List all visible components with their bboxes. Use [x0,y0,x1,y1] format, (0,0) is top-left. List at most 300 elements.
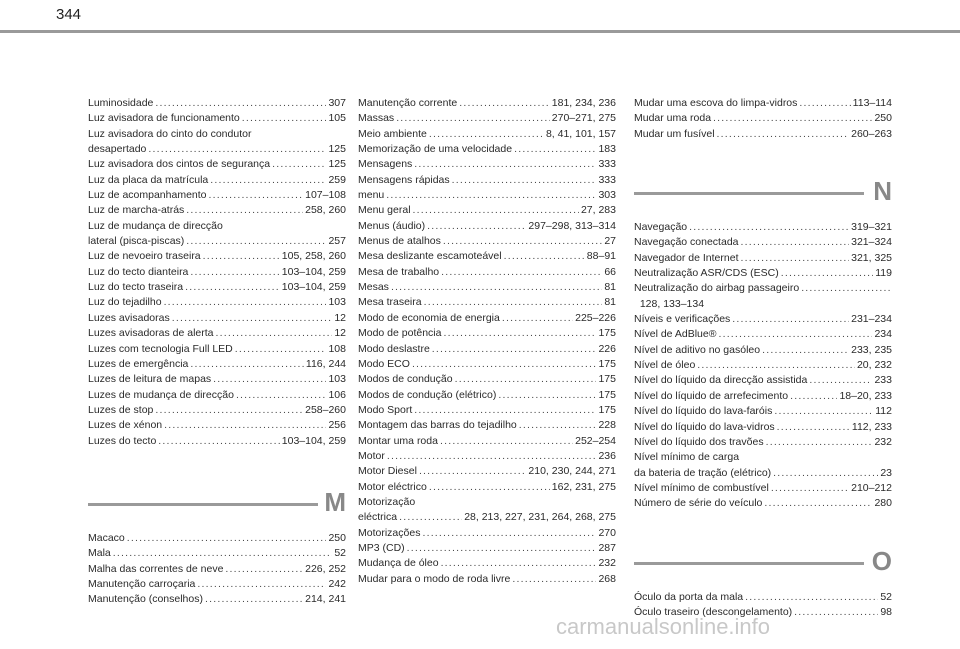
entry-pages[interactable]: 233, 235 [851,343,892,356]
leader-dots [422,526,596,541]
entry-term: Nível do líquido de arrefecimento [634,389,789,402]
index-entry[interactable] [358,357,616,372]
entry-pages[interactable]: 27 [604,235,616,248]
index-entry[interactable] [634,96,892,111]
entry-pages[interactable]: 236 [598,449,616,462]
index-entry[interactable] [358,111,616,126]
entry-pages[interactable]: 256 [328,419,346,432]
leader-dots [412,357,597,372]
entry-term: Luz de nevoeiro traseira [88,250,201,263]
leader-dots [172,311,333,326]
entry-pages[interactable]: 183 [598,143,616,156]
entry-term: Nível do líquido do lava-vidros [634,420,775,433]
entry-pages[interactable]: 258, 260 [305,204,346,217]
entry-text-line: Nível mínimo de carga [634,451,740,464]
entry-text-line: Motorização [358,495,416,508]
entry-pages[interactable]: 23 [880,466,892,479]
entry-pages[interactable]: 257 [328,235,346,248]
index-entry[interactable] [634,235,892,250]
index-entry[interactable] [88,326,346,341]
entry-pages[interactable]: 175 [598,388,616,401]
index-entry[interactable] [358,388,616,403]
leader-dots [213,372,326,387]
entry-term: Mesa de trabalho [358,265,440,278]
index-entry[interactable] [634,111,892,126]
index-entry[interactable] [358,403,616,418]
entry-pages[interactable]: 321–324 [851,236,892,249]
index-column-1 [88,96,346,608]
entry-pages[interactable]: 125 [328,158,346,171]
entry-pages[interactable]: 88–91 [586,250,616,263]
index-entry[interactable] [88,280,346,295]
leader-dots [745,590,878,605]
leader-dots [387,449,597,464]
section-header [634,545,892,580]
entry-pages[interactable]: 112, 233 [851,420,892,433]
entry-text-line: Luz avisadora do cinto do condutor [88,127,252,140]
entry-pages[interactable]: 333 [598,158,616,171]
leader-dots [697,358,855,373]
entry-pages[interactable]: 250 [874,112,892,125]
entry-term: Navegação conectada [634,236,739,249]
index-entry[interactable] [358,526,616,541]
index-entry[interactable] [88,188,346,203]
leader-dots [429,480,550,495]
index-entry[interactable] [88,157,346,172]
index-entry[interactable] [88,203,346,218]
entry-pages[interactable]: 119 [875,267,892,280]
section-letter: M [324,486,346,517]
index-entry[interactable] [358,480,616,495]
index-entry[interactable] [358,495,616,526]
leader-dots [741,235,850,250]
entry-term: Mudar uma escova do limpa-vidros [634,97,798,109]
entry-term: Motor [358,449,385,462]
index-entry[interactable] [88,249,346,264]
entry-pages[interactable]: 103–104, 259 [281,265,346,278]
entry-term: menu [358,189,385,202]
entry-term: Luzes avisadoras [88,311,170,324]
entry-pages[interactable]: 103–104, 259 [281,281,346,294]
index-entry[interactable] [358,127,616,142]
entry-term: Mesa traseira [358,296,422,309]
leader-dots [781,266,874,281]
entry-pages[interactable]: 52 [334,547,346,560]
entry-term: Modo de economia de energia [358,311,500,324]
section-rule [634,192,864,195]
entry-pages[interactable]: 319–321 [851,221,892,234]
entry-pages[interactable]: 116, 244 [305,357,346,370]
leader-dots [440,434,573,449]
index-entry[interactable] [358,173,616,188]
entry-term: da bateria de tração (elétrico) [634,466,772,479]
entry-pages[interactable]: 105 [328,112,346,125]
leader-dots [155,96,326,111]
page-number: 344 [56,6,82,23]
index-entry[interactable] [634,312,892,327]
leader-dots [391,280,602,295]
leader-dots [407,541,597,556]
entry-term: Mala [88,547,111,560]
entry-term: Meio ambiente [358,127,427,140]
entry-term: Montar uma roda [358,434,438,447]
leader-dots [235,342,327,357]
leader-dots [766,435,873,450]
leader-dots [203,249,280,264]
entry-pages[interactable]: 210, 230, 244, 271 [528,465,616,478]
index-entry[interactable] [634,404,892,419]
entry-term: Luz do tejadilho [88,296,162,309]
leader-dots [794,605,878,620]
index-entry[interactable] [88,418,346,433]
leader-dots [396,111,550,126]
entry-pages[interactable]: 250 [328,531,346,544]
entry-pages[interactable]: 107–108 [305,189,346,202]
entry-pages[interactable]: 12 [334,311,346,324]
entry-pages[interactable]: 27, 283 [580,204,616,217]
entry-term: lateral (pisca-piscas) [88,235,185,248]
entry-pages[interactable]: 66 [604,265,616,278]
entry-term: Óculo traseiro (descongelamento) [634,605,793,618]
entry-pages[interactable]: 231–234 [851,313,892,326]
index-entry[interactable] [634,358,892,373]
index-entry[interactable] [88,562,346,577]
leader-dots [190,265,279,280]
index-entry[interactable] [358,572,616,587]
entry-pages[interactable]: 18–20, 233 [839,389,892,402]
entry-pages[interactable]: 28, 213, 227, 231, 264, 268, 275 [464,511,616,524]
entry-term: Motor eléctrico [358,480,427,493]
index-entry[interactable] [358,434,616,449]
leader-dots [504,249,585,264]
entry-term: Mesas [358,281,389,294]
index-entry[interactable] [634,266,892,281]
entry-pages[interactable]: 233 [874,374,892,387]
entry-pages[interactable]: 125 [328,143,346,156]
index-entry[interactable] [88,403,346,418]
entry-term: Navegação [634,221,688,234]
index-entry[interactable] [88,372,346,387]
leader-dots [190,357,304,372]
index-entry[interactable] [358,157,616,172]
entry-term: Luzes avisadoras de alerta [88,327,214,340]
entry-term: Mesa deslizante escamoteável [358,250,502,263]
entry-term: Mudança de óleo [358,557,439,570]
index-entry[interactable] [88,96,346,111]
entry-pages[interactable]: 103–104, 259 [281,434,346,447]
entry-term: desapertado [88,143,147,156]
index-entry[interactable] [358,234,616,249]
entry-pages[interactable]: 234 [874,328,892,341]
index-entry[interactable] [358,326,616,341]
index-entry[interactable] [88,546,346,561]
entry-term: Luz avisadora dos cintos de segurança [88,158,271,171]
entry-pages[interactable]: 175 [598,357,616,370]
entry-term: Modos de condução (elétrico) [358,388,497,401]
entry-pages[interactable]: 307 [328,97,346,109]
leader-dots [774,404,873,419]
entry-pages[interactable]: 105, 258, 260 [281,250,346,263]
entry-term: Modo deslastre [358,342,430,355]
index-entry[interactable] [358,203,616,218]
index-entry[interactable] [634,450,892,481]
leader-dots [127,531,327,546]
index-entry[interactable] [634,251,892,266]
entry-term: Luz de marcha-atrás [88,204,185,217]
index-entry[interactable] [358,418,616,433]
entry-term: Número de série do veículo [634,497,763,510]
entry-term: Luz de acompanhamento [88,189,207,202]
leader-dots [441,265,602,280]
entry-term: Luzes do tecto [88,434,157,447]
index-entry[interactable] [88,357,346,372]
index-column-2 [358,96,616,587]
index-entry[interactable] [88,295,346,310]
leader-dots [799,96,850,111]
entry-pages[interactable]: 232 [874,435,892,448]
entry-term: Óculo da porta da mala [634,590,744,603]
entry-pages[interactable]: 175 [598,327,616,340]
entry-term: Luminosidade [88,97,154,109]
leader-dots [689,220,849,235]
entry-pages[interactable]: 258–260 [305,403,346,416]
section-rule [634,562,864,565]
leader-dots [185,280,280,295]
entry-pages[interactable]: 175 [598,373,616,386]
entry-term: Luzes de stop [88,403,154,416]
leader-dots [113,546,333,561]
entry-pages[interactable]: 98 [880,605,892,618]
index-entry[interactable] [634,343,892,358]
entry-term: Modo de potência [358,327,442,340]
index-entry[interactable] [358,541,616,556]
index-entry[interactable] [88,342,346,357]
leader-dots [773,466,878,481]
entry-pages[interactable]: 280 [874,497,892,510]
index-entry[interactable] [88,388,346,403]
entry-pages[interactable]: 181, 234, 236 [551,97,616,109]
index-entry[interactable] [358,311,616,326]
index-entry[interactable] [358,464,616,479]
leader-dots [236,388,327,403]
entry-term: Luzes com tecnologia Full LED [88,342,233,355]
entry-pages[interactable]: 52 [880,590,892,603]
entry-term: Nível do líquido da direcção assistida [634,374,808,387]
index-entry[interactable] [88,173,346,188]
entry-pages[interactable]: 260–263 [851,127,892,140]
entry-term: Mensagens rápidas [358,173,450,186]
leader-dots [164,418,326,433]
entry-pages[interactable]: 333 [598,173,616,186]
index-entry[interactable] [634,327,892,342]
entry-term: Massas [358,112,395,125]
entry-term: MP3 (CD) [358,541,405,554]
leader-dots [272,157,326,172]
leader-dots [205,592,303,607]
entry-pages[interactable]: 297–298, 313–314 [528,219,616,232]
index-entry[interactable] [88,434,346,449]
entry-term: Mudar para o modo de roda livre [358,572,511,585]
leader-dots [502,311,573,326]
entry-pages[interactable]: 20, 232 [856,359,892,372]
entry-pages[interactable]: 106 [328,388,346,401]
leader-dots [225,562,303,577]
entry-pages[interactable]: 162, 231, 275 [551,480,616,493]
entry-term: Menus (áudio) [358,219,426,232]
index-entry[interactable] [88,592,346,607]
entry-pages[interactable]: 232 [598,557,616,570]
leader-dots [210,173,326,188]
entry-term: Memorização de uma velocidade [358,143,513,156]
entry-term: Nível de AdBlue® [634,328,717,341]
leader-dots [186,234,326,249]
entry-pages[interactable]: 303 [598,189,616,202]
entry-term: Nível de óleo [634,359,696,372]
entry-pages[interactable]: 12 [334,327,346,340]
leader-dots [386,188,596,203]
entry-pages[interactable]: 214, 241 [305,593,346,606]
index-entry[interactable] [358,449,616,464]
index-entry[interactable] [634,220,892,235]
entry-text-line: Luz de mudança de direcção [88,219,223,232]
index-entry[interactable] [358,142,616,157]
leader-dots [717,127,850,142]
leader-dots [413,203,579,218]
entry-term: Neutralização do airbag passageiro [634,282,800,295]
entry-term: Motorizações [358,526,421,539]
leader-dots [713,111,872,126]
index-entry[interactable] [88,127,346,158]
entry-pages[interactable]: 242 [328,577,346,590]
entry-term: Mensagens [358,158,413,171]
index-entry[interactable] [88,219,346,250]
section-letter: N [873,176,892,207]
leader-dots [148,142,326,157]
index-entry[interactable] [634,435,892,450]
entry-pages-continued: 128, 133–134 [634,297,705,310]
section-rule [88,503,318,506]
index-entry[interactable] [358,249,616,264]
entry-pages[interactable]: 259 [328,173,346,186]
index-entry[interactable] [634,496,892,511]
index-entry[interactable] [358,265,616,280]
entry-term: Mudar uma roda [634,112,712,125]
entry-term: Luzes de xénon [88,419,163,432]
entry-pages[interactable]: 108 [328,342,346,355]
entry-term: Nível mínimo de combustível [634,481,769,494]
entry-pages[interactable]: 103 [328,296,346,309]
index-entry[interactable] [88,265,346,280]
index-entry[interactable] [634,127,892,142]
index-entry[interactable] [88,311,346,326]
entry-pages[interactable]: 268 [598,572,616,585]
entry-pages[interactable]: 321, 325 [851,251,892,264]
entry-term: Manutenção corrente [358,97,458,109]
entry-pages[interactable]: 226 [598,342,616,355]
leader-dots [186,203,303,218]
entry-term: Nível do líquido dos travões [634,435,764,448]
index-entry[interactable] [358,342,616,357]
leader-dots [455,372,597,387]
index-entry[interactable] [358,556,616,571]
entry-pages[interactable]: 103 [328,373,346,386]
index-entry[interactable] [634,420,892,435]
leader-dots [762,343,849,358]
entry-term: Luz do tecto traseira [88,281,184,294]
entry-term: Luzes de mudança de direcção [88,388,234,401]
leader-dots [158,434,279,449]
section-letter: O [871,545,892,576]
entry-pages[interactable]: 270–271, 275 [551,112,616,125]
index-entry[interactable] [88,111,346,126]
entry-term: Navegador de Internet [634,251,739,264]
leader-dots [424,295,603,310]
entry-term: Nível do líquido do lava-faróis [634,405,773,418]
leader-dots [209,188,304,203]
leader-dots [155,403,303,418]
leader-dots [741,251,850,266]
entry-pages[interactable]: 287 [598,541,616,554]
index-entry[interactable] [634,281,892,296]
entry-pages[interactable]: 270 [598,526,616,539]
entry-pages[interactable]: 113–114 [852,97,892,109]
entry-pages[interactable]: 228 [598,419,616,432]
index-entry[interactable] [634,389,892,404]
index-entry[interactable] [634,297,892,312]
entry-term: Luz avisadora de funcionamento [88,112,240,125]
entry-pages[interactable]: 81 [604,281,616,294]
entry-pages[interactable]: 252–254 [575,434,616,447]
leader-dots [441,556,597,571]
index-entry[interactable] [88,531,346,546]
index-entry[interactable] [358,372,616,387]
leader-dots [777,420,850,435]
entry-term: Modo Sport [358,403,413,416]
index-entry[interactable] [358,280,616,295]
index-entry[interactable] [88,577,346,592]
leader-dots [419,464,526,479]
entry-term: Manutenção (conselhos) [88,593,203,606]
entry-term: Malha das correntes de neve [88,562,224,575]
entry-pages[interactable]: 225–226 [575,311,616,324]
entry-term: Mudar um fusível [634,127,715,140]
index-entry[interactable] [358,96,616,111]
index-entry[interactable] [634,481,892,496]
entry-pages[interactable]: 8, 41, 101, 157 [545,127,616,140]
entry-term: Nível de aditivo no gasóleo [634,343,761,356]
index-entry[interactable] [358,188,616,203]
entry-term: Luzes de leitura de mapas [88,373,212,386]
index-entry[interactable] [358,219,616,234]
index-entry[interactable] [634,373,892,388]
entry-pages[interactable]: 81 [604,296,616,309]
leader-dots [512,572,596,587]
entry-pages[interactable]: 175 [598,403,616,416]
index-entry[interactable] [358,295,616,310]
leader-dots [443,234,602,249]
entry-term: Luz do tecto dianteira [88,265,189,278]
entry-term: Luzes de emergência [88,357,189,370]
section-header [88,486,346,521]
leader-dots [809,373,872,388]
entry-pages[interactable]: 112 [875,405,892,418]
entry-pages[interactable]: 226, 252 [305,562,346,575]
entry-pages[interactable]: 210–212 [851,481,892,494]
index-entry[interactable] [634,590,892,605]
leader-dots [242,111,327,126]
leader-dots [718,327,872,342]
leader-dots [164,295,327,310]
